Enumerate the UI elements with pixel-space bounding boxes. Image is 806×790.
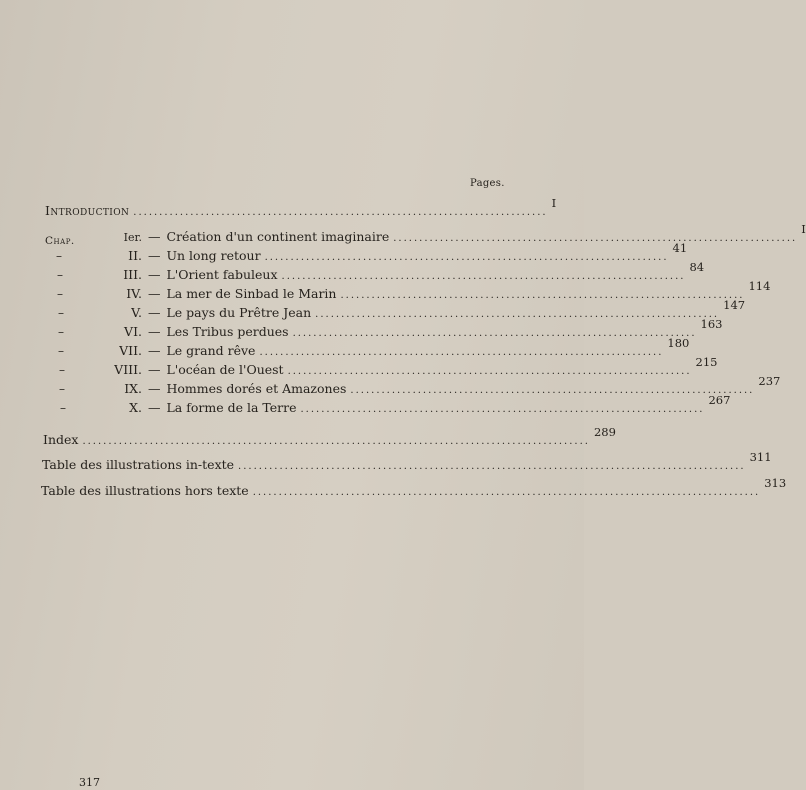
back-matter-page: 311 [749, 450, 772, 464]
back-matter-title: Index [43, 432, 79, 447]
toc-entry-chapter [80, 336, 690, 358]
chapter-title: L'océan de l'Ouest [166, 362, 284, 377]
chapter-page: 114 [748, 279, 771, 293]
ditto-dash: – [56, 249, 62, 263]
dot-leader: .............................................................................. [350, 385, 755, 396]
chapter-title: La forme de la Terre [166, 400, 297, 415]
ditto-dash: – [57, 287, 63, 301]
chapter-page: 163 [700, 317, 723, 331]
dot-leader: .............................................................................. [300, 404, 705, 415]
back-matter-title: Table des illustrations in-texte [42, 457, 235, 472]
chapters-label: Chap. [45, 235, 75, 247]
dot-leader: .................................................................................................. [82, 436, 590, 447]
em-dash: — [148, 286, 161, 301]
chapter-number: IX. [124, 381, 142, 396]
chapter-page: 237 [758, 374, 781, 388]
back-matter-title: Table des illustrations hors texte [41, 483, 249, 498]
ditto-dash: – [58, 344, 64, 358]
dot-leader: .............................................................................. [315, 309, 720, 320]
introduction-page: I [551, 196, 557, 210]
chapter-page: 267 [708, 393, 731, 407]
dot-leader: .............................................................................. [259, 347, 664, 358]
toc-entry-index [43, 425, 616, 447]
chapter-number: IV. [126, 286, 142, 301]
em-dash: — [148, 381, 161, 396]
chapter-page: 215 [695, 355, 718, 369]
dot-leader: .............................................................................. [292, 328, 697, 339]
toc-entry-chapter [80, 279, 771, 301]
toc-entry-chapter [80, 298, 746, 320]
dot-leader: .............................................................................. [340, 290, 745, 301]
back-matter-page: 313 [764, 476, 787, 490]
chapter-title: Le pays du Prêtre Jean [166, 305, 312, 320]
chapter-title: Les Tribus perdues [166, 324, 289, 339]
chapter-page: 41 [672, 241, 688, 255]
chapter-number: VIII. [114, 362, 142, 377]
em-dash: — [148, 343, 161, 358]
chapter-title: Création d'un continent imaginaire [166, 229, 390, 244]
toc-entry-chapter [80, 355, 718, 377]
ditto-dash: – [59, 382, 65, 396]
toc-entry-illustrations-hors-texte [41, 476, 787, 498]
em-dash: — [148, 400, 161, 415]
ditto-dash: – [58, 306, 64, 320]
toc-entry-chapter [80, 222, 806, 244]
em-dash: — [148, 229, 161, 244]
dot-leader: .................................................................................................. [238, 461, 746, 472]
page-folio: 317 [79, 776, 100, 789]
chapter-number: VI. [124, 324, 142, 339]
chapter-title: Le grand rêve [166, 343, 256, 358]
dot-leader: .............................................................................. [287, 366, 692, 377]
toc-entry-chapter [80, 241, 688, 263]
chapter-number: VII. [119, 343, 142, 358]
ditto-dash: – [58, 325, 64, 339]
chapter-number: V. [131, 305, 142, 320]
chapter-page: 147 [723, 298, 746, 312]
chapter-title: La mer de Sinbad le Marin [166, 286, 337, 301]
dot-leader: .............................................................................. [393, 233, 798, 244]
chapter-title: L'Orient fabuleux [166, 267, 278, 282]
toc-entry-chapter [80, 317, 723, 339]
ditto-dash: – [60, 401, 66, 415]
chapter-page: 84 [689, 260, 705, 274]
toc-entry-illustrations-in-texte [42, 450, 772, 472]
introduction-label: Introduction [45, 203, 130, 218]
chapter-title: Un long retour [166, 248, 261, 263]
em-dash: — [148, 324, 161, 339]
dot-leader: .............................................................................. [281, 271, 686, 282]
dot-leader: ................................................................................ [133, 207, 548, 218]
ditto-dash: – [59, 363, 65, 377]
em-dash: — [148, 362, 161, 377]
toc-entry-chapter [80, 260, 705, 282]
pages-column-header: Pages. [470, 178, 505, 189]
dot-leader: .................................................................................................. [252, 487, 761, 498]
chapter-number: II. [128, 248, 142, 263]
back-matter-page: 289 [593, 425, 616, 439]
toc-entry-introduction [45, 196, 557, 218]
dot-leader: .............................................................................. [264, 252, 669, 263]
chapter-page: 180 [667, 336, 690, 350]
toc-entry-chapter [80, 374, 781, 396]
chapter-number: X. [129, 400, 142, 415]
em-dash: — [148, 248, 161, 263]
chapter-title: Hommes dorés et Amazones [166, 381, 347, 396]
chapter-number: III. [123, 267, 142, 282]
chapter-number: Ier. [123, 231, 142, 244]
em-dash: — [148, 267, 161, 282]
chapter-page: I [801, 222, 806, 236]
ditto-dash: – [57, 268, 63, 282]
em-dash: — [148, 305, 161, 320]
toc-entry-chapter [80, 393, 731, 415]
